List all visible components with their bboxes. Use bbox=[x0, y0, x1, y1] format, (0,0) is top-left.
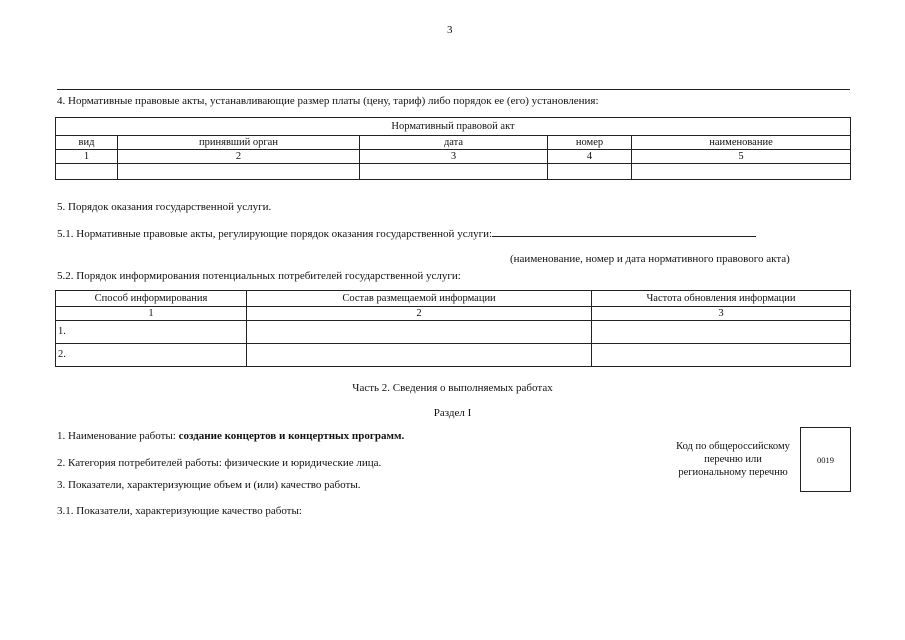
column-header: Состав размещаемой информации bbox=[247, 291, 592, 307]
column-header: Частота обновления информации bbox=[592, 291, 851, 307]
item-5-1-line bbox=[57, 226, 756, 241]
code-label-line: перечню или bbox=[704, 454, 762, 465]
table-cell bbox=[360, 164, 548, 180]
code-label bbox=[668, 440, 798, 479]
code-label-line: Код по общероссийскому bbox=[676, 441, 790, 452]
table-row-label: 2. bbox=[56, 344, 247, 367]
table-cell bbox=[548, 164, 632, 180]
page-number: 3 bbox=[447, 24, 453, 36]
column-number: 5 bbox=[632, 150, 851, 164]
column-header: вид bbox=[56, 136, 118, 150]
table-cell bbox=[592, 344, 851, 367]
work-name bbox=[57, 430, 404, 443]
item-4-heading: 4. Нормативные правовые акты, устанавливающие размер платы (цену, тариф) либо порядок ее (его) установления: bbox=[57, 95, 599, 107]
table-cell bbox=[247, 344, 592, 367]
work-name-value: создание концертов и концертных программ. bbox=[178, 430, 405, 442]
work-category: 2. Категория потребителей работы: физические и юридические лица. bbox=[57, 457, 382, 469]
column-number: 2 bbox=[247, 307, 592, 321]
table-group-header: Нормативный правовой акт bbox=[56, 118, 851, 136]
table-cell bbox=[247, 321, 592, 344]
fill-in-line bbox=[492, 226, 756, 237]
column-number: 3 bbox=[592, 307, 851, 321]
work-indicators: 3. Показатели, характеризующие объем и (или) качество работы. bbox=[57, 479, 361, 491]
work-quality: 3.1. Показатели, характеризующие качество работы: bbox=[57, 505, 302, 517]
part-2-title: Часть 2. Сведения о выполняемых работах bbox=[352, 382, 553, 394]
item-5-1-caption: (наименование, номер и дата нормативного правового акта) bbox=[510, 253, 790, 265]
column-header: принявший орган bbox=[118, 136, 360, 150]
table-cell bbox=[592, 321, 851, 344]
table-cell bbox=[632, 164, 851, 180]
column-header: номер bbox=[548, 136, 632, 150]
column-number: 3 bbox=[360, 150, 548, 164]
section-title: Раздел I bbox=[433, 407, 472, 419]
table-row-label: 1. bbox=[56, 321, 247, 344]
column-header: наименование bbox=[632, 136, 851, 150]
table-cell bbox=[56, 164, 118, 180]
column-number: 2 bbox=[118, 150, 360, 164]
item-5-2-heading: 5.2. Порядок информирования потенциальных потребителей государственной услуги: bbox=[57, 270, 461, 282]
code-label-line: региональному перечню bbox=[678, 467, 788, 478]
column-number: 4 bbox=[548, 150, 632, 164]
item-5-heading: 5. Порядок оказания государственной услуги. bbox=[57, 201, 272, 213]
column-number: 1 bbox=[56, 150, 118, 164]
informing-table bbox=[55, 290, 851, 367]
item-5-1-heading: 5.1. Нормативные правовые акты, регулирующие порядок оказания государственной услуги: bbox=[57, 228, 493, 240]
legal-acts-table bbox=[55, 117, 851, 180]
column-header: Способ информирования bbox=[56, 291, 247, 307]
column-number: 1 bbox=[56, 307, 247, 321]
work-name-label: 1. Наименование работы: bbox=[57, 430, 179, 442]
table-cell bbox=[118, 164, 360, 180]
code-box: 0019 bbox=[800, 427, 851, 492]
column-header: дата bbox=[360, 136, 548, 150]
header-divider bbox=[57, 89, 850, 90]
